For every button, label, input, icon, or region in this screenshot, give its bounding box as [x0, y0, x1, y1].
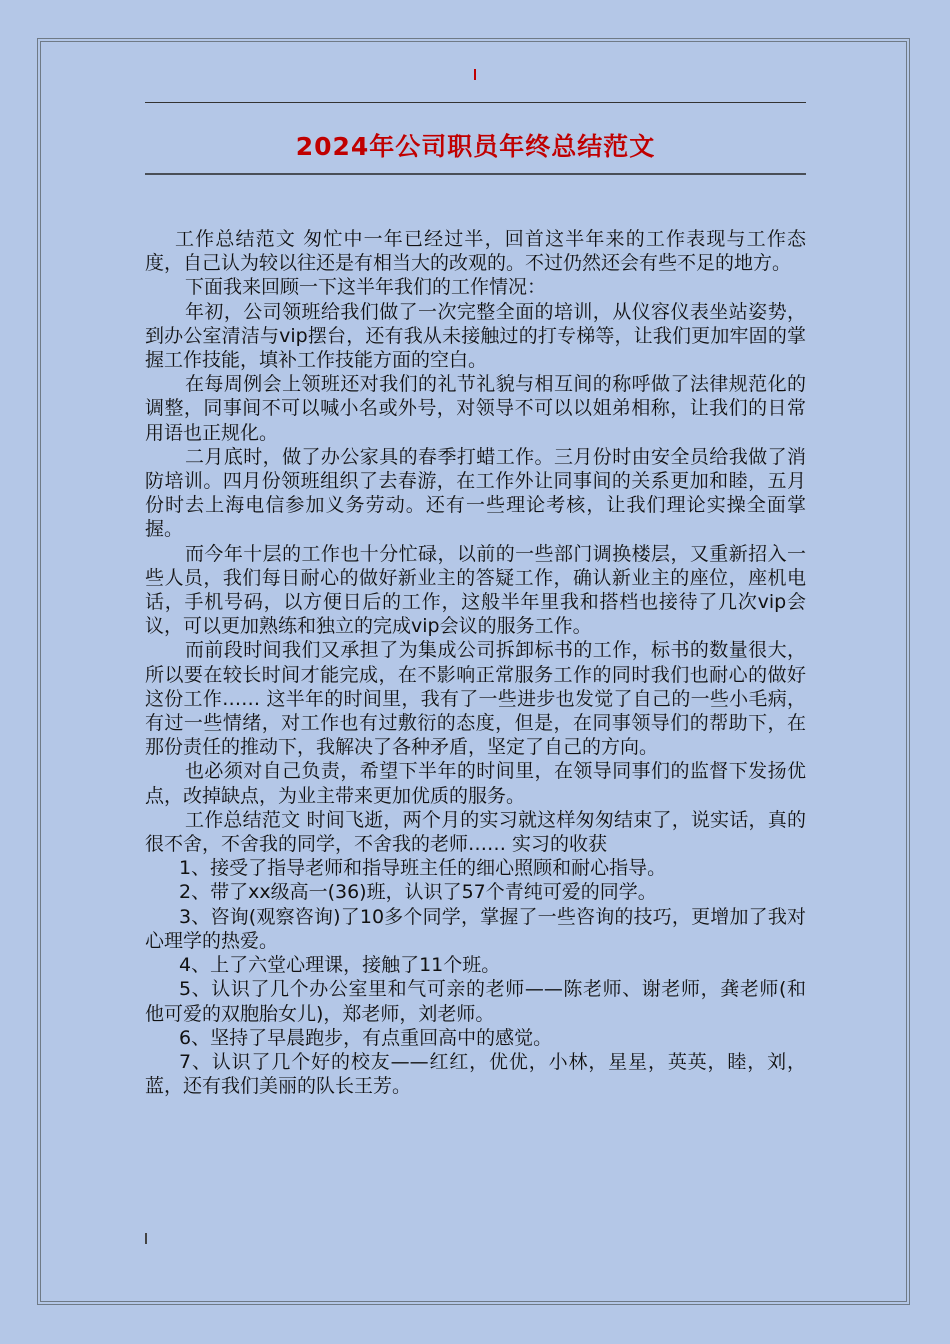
paragraph: 工作总结范文 时间飞逝，两个月的实习就这样匆匆结束了，说实话，真的很不舍，不舍我的同学，不舍我的老师…… 实习的收获	[145, 808, 806, 856]
paragraph: 下面我来回顾一下这半年我们的工作情况：	[185, 276, 547, 299]
list-item: 4、上了六堂心理课，接触了11个班。	[179, 954, 501, 977]
paragraph: 也必须对自己负责，希望下半年的时间里，在领导同事们的监督下发扬优点，改掉缺点，为业主带来更加优质的服务。	[145, 760, 806, 807]
list-item: 2、带了xx级高一(36)班，认识了57个青纯可爱的同学。	[179, 881, 657, 904]
paragraph: 而前段时间我们又承担了为集成公司拆卸标书的工作，标书的数量很大，所以要在较长时间才能完成，在不影响正常服务工作的同时我们也耐心的做好这份工作…… 这半年的时间里，我有了一些进步也发觉了自己的一些小毛病，有过一些情绪，对工作也有过敷衍的态度，但是，在同事领导们的帮助下，在那份责任的推动下，我解决了各种矛盾，坚定了自己的方向。	[145, 639, 806, 759]
list-item: 1、接受了指导老师和指导班主任的细心照顾和耐心指导。	[179, 857, 667, 880]
paragraph: 二月底时，做了办公家具的春季打蜡工作。三月份时由安全员给我做了消防培训。四月份领班组织了去春游，在工作外让同事间的关系更加和睦，五月份时去上海电信参加义务劳动。还有一些理论考核，让我们理论实操全面掌握。	[145, 445, 806, 541]
title-underline	[145, 173, 806, 175]
paragraph: 而今年十层的工作也十分忙碌，以前的一些部门调换楼层，又重新招入一些人员，我们每日耐心的做好新业主的答疑工作，确认新业主的座位，座机电话，手机号码，以方便日后的工作，这般半年里我和搭档也接待了几次vip会议，可以更加熟练和独立的完成vip会议的服务工作。	[145, 542, 806, 638]
paragraph: 在每周例会上领班还对我们的礼节礼貌与相互间的称呼做了法律规范化的调整，同事间不可以喊小名或外号，对领导不可以以姐弟相称，让我们的日常用语也正规化。	[145, 373, 806, 444]
document-title: 2024年公司职员年终总结范文	[295, 132, 656, 161]
header-rule	[145, 102, 806, 103]
list-item: 7、认识了几个好的校友——红红，优优，小林，星星，英英，睦，刘，蓝，还有我们美丽的队长王芳。	[145, 1050, 806, 1098]
list-item: 3、咨询(观察咨询)了10多个同学，掌握了一些咨询的技巧，更增加了我对心理学的热爱。	[145, 905, 806, 952]
paragraph: 年初，公司领班给我们做了一次完整全面的培训，从仪容仪表坐站姿势，到办公室清洁与vip摆台，还有我从未接触过的打专梯等，让我们更加牢固的掌握工作技能，填补工作技能方面的空白。	[145, 300, 806, 372]
paragraph: 工作总结范文 匆忙中一年已经过半，回首这半年来的工作表现与工作态度，自己认为较以往还是有相当大的改观的。不过仍然还会有些不足的地方。	[145, 228, 806, 275]
document-body	[145, 227, 806, 1098]
list-item: 6、坚持了早晨跑步，有点重回高中的感觉。	[179, 1026, 553, 1049]
footer-cursor-mark	[145, 1233, 147, 1244]
list-item: 5、认识了几个办公室里和气可亲的老师——陈老师、谢老师，龚老师(和他可爱的双胞胎女儿)，郑老师，刘老师。	[145, 978, 806, 1025]
header-cursor-mark	[474, 69, 476, 80]
